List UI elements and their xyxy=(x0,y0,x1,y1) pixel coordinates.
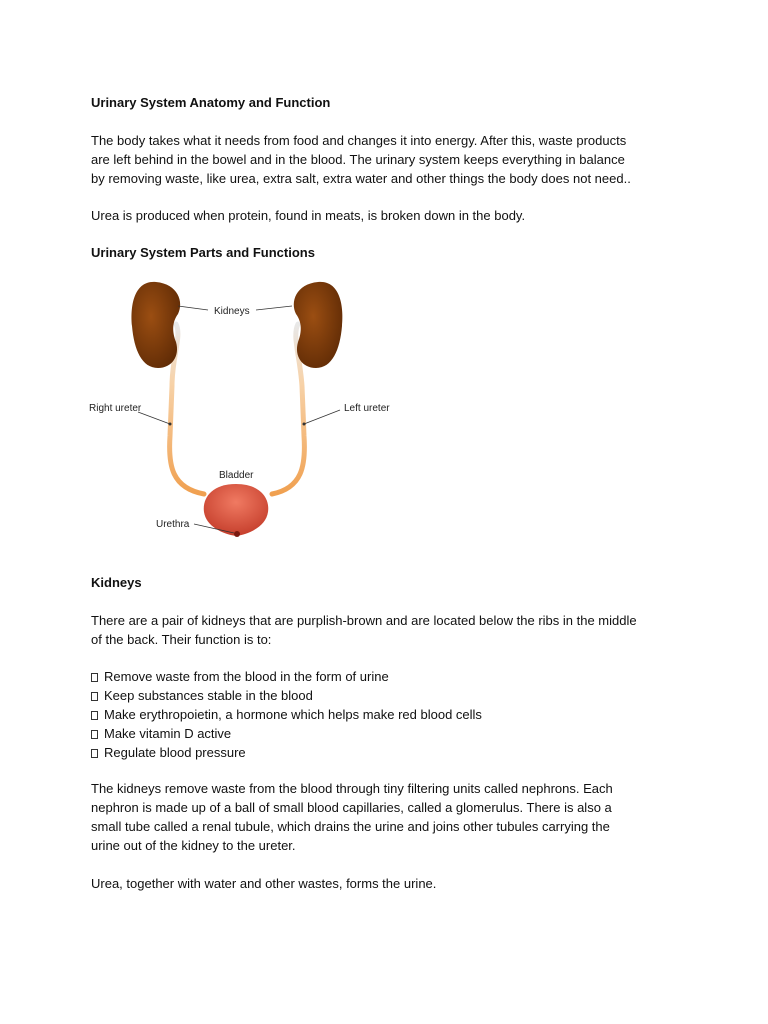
nephron-line: The kidneys remove waste from the blood through tiny filtering units called nephrons. Each xyxy=(91,781,613,796)
bullet-box-icon xyxy=(91,692,98,701)
list-item-text: Remove waste from the blood in the form of urine xyxy=(104,669,389,684)
label-urethra: Urethra xyxy=(156,519,190,530)
list-item xyxy=(91,743,482,762)
list-item xyxy=(91,705,482,724)
nephron-line: small tube called a renal tubule, which drains the urine and joins other tubules carrying the xyxy=(91,819,610,834)
list-item-text: Make erythropoietin, a hormone which helps make red blood cells xyxy=(104,707,482,722)
label-right-ureter: Right ureter xyxy=(89,403,142,414)
nephron-paragraph xyxy=(91,779,691,855)
list-item xyxy=(91,667,482,686)
bullet-box-icon xyxy=(91,749,98,758)
nephron-line: urine out of the kidney to the ureter. xyxy=(91,838,296,853)
closing-paragraph: Urea, together with water and other wastes, forms the urine. xyxy=(91,876,437,891)
kidney-intro-line: There are a pair of kidneys that are purplish-brown and are located below the ribs in the middle xyxy=(91,613,637,628)
list-item xyxy=(91,724,482,743)
intro-line: by removing waste, like urea, extra salt, extra water and other things the body does not need.. xyxy=(91,171,631,186)
urinary-system-diagram xyxy=(86,276,396,544)
intro-paragraph xyxy=(91,131,691,188)
label-kidneys: Kidneys xyxy=(214,306,250,317)
label-left-ureter: Left ureter xyxy=(344,403,390,414)
nephron-line: nephron is made up of a ball of small blood capillaries, called a glomerulus. There is also a xyxy=(91,800,612,815)
left-kidney xyxy=(294,282,343,368)
kidney-functions-list xyxy=(91,667,482,762)
bullet-box-icon xyxy=(91,673,98,682)
intro-line: are left behind in the bowel and in the blood. The urinary system keeps everything in balance xyxy=(91,152,625,167)
bullet-box-icon xyxy=(91,730,98,739)
list-item xyxy=(91,686,482,705)
bullet-box-icon xyxy=(91,711,98,720)
heading-parts-functions: Urinary System Parts and Functions xyxy=(91,245,315,260)
list-item-text: Make vitamin D active xyxy=(104,726,232,741)
urea-paragraph: Urea is produced when protein, found in meats, is broken down in the body. xyxy=(91,208,526,223)
list-item-text: Regulate blood pressure xyxy=(104,745,246,760)
kidney-intro-paragraph xyxy=(91,611,691,649)
label-bladder: Bladder xyxy=(219,470,254,481)
heading-anatomy-function: Urinary System Anatomy and Function xyxy=(91,95,331,110)
intro-line: The body takes what it needs from food and changes it into energy. After this, waste products xyxy=(91,133,627,148)
right-kidney xyxy=(132,282,181,368)
heading-kidneys: Kidneys xyxy=(91,575,142,590)
list-item-text: Keep substances stable in the blood xyxy=(104,688,313,703)
urethra-opening xyxy=(234,531,240,537)
kidney-intro-line: of the back. Their function is to: xyxy=(91,632,272,647)
